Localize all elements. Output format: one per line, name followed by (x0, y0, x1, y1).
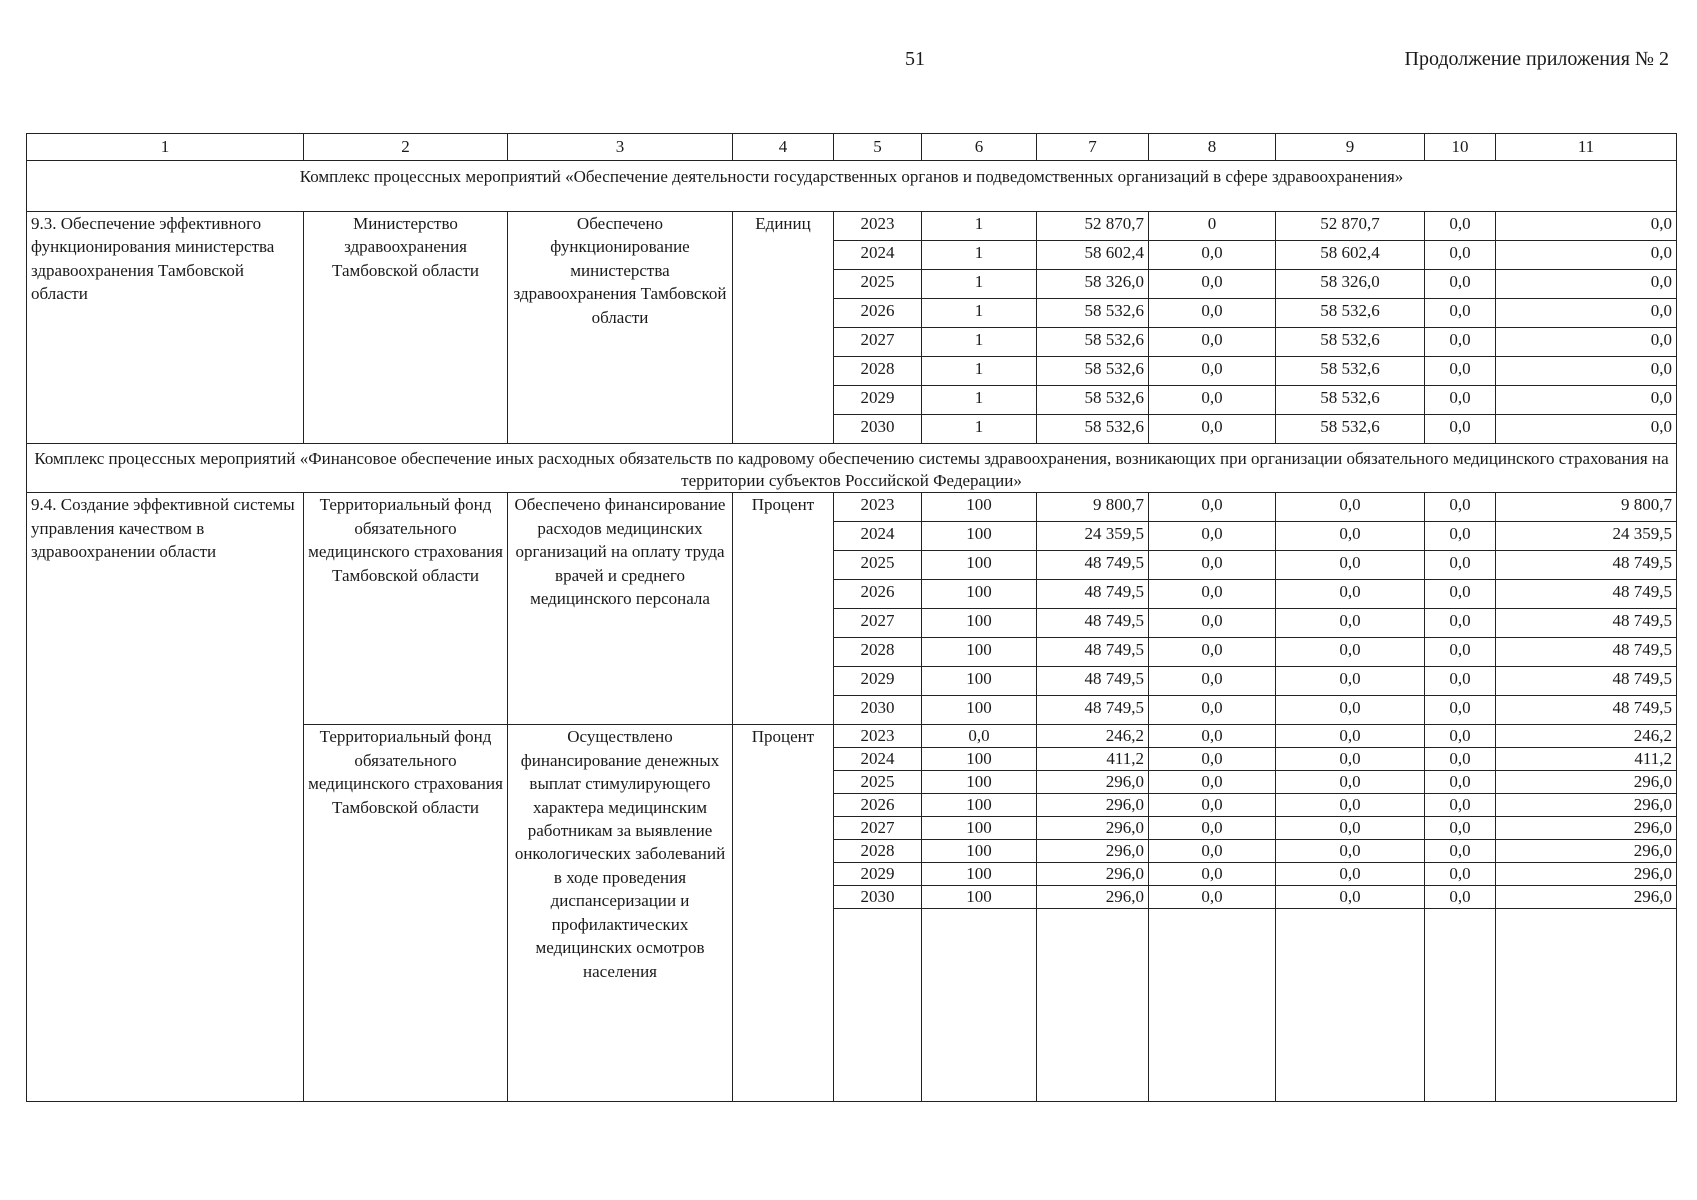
total-amount-cell: 296,0 (1037, 794, 1149, 817)
regional-budget-cell: 0,0 (1276, 493, 1425, 522)
year-cell: 2025 (834, 551, 922, 580)
extrabudget-cell: 48 749,5 (1496, 638, 1677, 667)
total-amount-cell: 48 749,5 (1037, 580, 1149, 609)
table-row (27, 493, 1677, 522)
empty-cell (1276, 909, 1425, 1102)
year-cell: 2024 (834, 522, 922, 551)
year-cell: 2027 (834, 609, 922, 638)
column-number: 11 (1496, 134, 1677, 161)
extrabudget-cell: 48 749,5 (1496, 580, 1677, 609)
year-cell: 2029 (834, 386, 922, 415)
regional-budget-cell: 0,0 (1276, 667, 1425, 696)
indicator-value-cell: 100 (922, 771, 1037, 794)
regional-budget-cell: 0,0 (1276, 771, 1425, 794)
indicator-value-cell: 1 (922, 299, 1037, 328)
federal-budget-cell: 0,0 (1149, 580, 1276, 609)
regional-budget-cell: 58 532,6 (1276, 357, 1425, 386)
federal-budget-cell: 0,0 (1149, 667, 1276, 696)
regional-budget-cell: 58 326,0 (1276, 270, 1425, 299)
local-budget-cell: 0,0 (1425, 748, 1496, 771)
regional-budget-cell: 0,0 (1276, 725, 1425, 748)
regional-budget-cell: 0,0 (1276, 817, 1425, 840)
indicator-value-cell: 100 (922, 748, 1037, 771)
year-cell: 2030 (834, 696, 922, 725)
regional-budget-cell: 58 532,6 (1276, 328, 1425, 357)
extrabudget-cell: 48 749,5 (1496, 696, 1677, 725)
total-amount-cell: 48 749,5 (1037, 667, 1149, 696)
column-numbers-row (27, 134, 1677, 161)
indicator-value-cell: 100 (922, 863, 1037, 886)
indicator-value-cell: 100 (922, 609, 1037, 638)
total-amount-cell: 58 602,4 (1037, 241, 1149, 270)
regional-budget-cell: 0,0 (1276, 886, 1425, 909)
extrabudget-cell: 0,0 (1496, 212, 1677, 241)
indicator-value-cell: 100 (922, 886, 1037, 909)
total-amount-cell: 58 326,0 (1037, 270, 1149, 299)
local-budget-cell: 0,0 (1425, 551, 1496, 580)
total-amount-cell: 48 749,5 (1037, 609, 1149, 638)
indicator-value-cell: 100 (922, 794, 1037, 817)
indicator-value-cell: 100 (922, 522, 1037, 551)
total-amount-cell: 24 359,5 (1037, 522, 1149, 551)
federal-budget-cell: 0,0 (1149, 415, 1276, 444)
local-budget-cell: 0,0 (1425, 357, 1496, 386)
federal-budget-cell: 0,0 (1149, 696, 1276, 725)
regional-budget-cell: 58 532,6 (1276, 415, 1425, 444)
executor-cell: Министерство здравоохранения Тамбовской области (304, 212, 508, 444)
extrabudget-cell: 0,0 (1496, 357, 1677, 386)
federal-budget-cell: 0,0 (1149, 725, 1276, 748)
federal-budget-cell: 0,0 (1149, 840, 1276, 863)
indicator-value-cell: 1 (922, 328, 1037, 357)
result-cell: Осуществлено финансирование денежных выплат стимулирующего характера медицинским работникам за выявление онкологических заболеваний в ходе проведения диспансеризации и профилактических медицинских осмотров населения (508, 725, 733, 1102)
executor-cell: Территориальный фонд обязательного медицинского страхования Тамбовской области (304, 493, 508, 725)
empty-cell (1425, 909, 1496, 1102)
regional-budget-cell: 0,0 (1276, 638, 1425, 667)
regional-budget-cell: 0,0 (1276, 609, 1425, 638)
year-cell: 2027 (834, 328, 922, 357)
indicator-value-cell: 1 (922, 270, 1037, 299)
empty-cell (922, 909, 1037, 1102)
local-budget-cell: 0,0 (1425, 696, 1496, 725)
federal-budget-cell: 0,0 (1149, 522, 1276, 551)
federal-budget-cell: 0,0 (1149, 886, 1276, 909)
total-amount-cell: 296,0 (1037, 886, 1149, 909)
local-budget-cell: 0,0 (1425, 415, 1496, 444)
federal-budget-cell: 0,0 (1149, 794, 1276, 817)
total-amount-cell: 58 532,6 (1037, 415, 1149, 444)
column-number: 9 (1276, 134, 1425, 161)
extrabudget-cell: 296,0 (1496, 794, 1677, 817)
indicator-value-cell: 100 (922, 667, 1037, 696)
extrabudget-cell: 0,0 (1496, 415, 1677, 444)
unit-cell: Процент (733, 493, 834, 725)
column-number: 1 (27, 134, 304, 161)
federal-budget-cell: 0,0 (1149, 493, 1276, 522)
extrabudget-cell: 0,0 (1496, 270, 1677, 299)
measure-name-cell: 9.3. Обеспечение эффективного функционирования министерства здравоохранения Тамбовской области (27, 212, 304, 444)
column-number: 6 (922, 134, 1037, 161)
extrabudget-cell: 411,2 (1496, 748, 1677, 771)
indicator-value-cell: 100 (922, 817, 1037, 840)
local-budget-cell: 0,0 (1425, 771, 1496, 794)
indicator-value-cell: 1 (922, 386, 1037, 415)
year-cell: 2023 (834, 725, 922, 748)
regional-budget-cell: 0,0 (1276, 551, 1425, 580)
extrabudget-cell: 48 749,5 (1496, 609, 1677, 638)
extrabudget-cell: 0,0 (1496, 328, 1677, 357)
local-budget-cell: 0,0 (1425, 270, 1496, 299)
year-cell: 2023 (834, 493, 922, 522)
column-number: 3 (508, 134, 733, 161)
total-amount-cell: 58 532,6 (1037, 299, 1149, 328)
extrabudget-cell: 9 800,7 (1496, 493, 1677, 522)
year-cell: 2024 (834, 241, 922, 270)
regional-budget-cell: 58 532,6 (1276, 299, 1425, 328)
total-amount-cell: 411,2 (1037, 748, 1149, 771)
year-cell: 2029 (834, 863, 922, 886)
local-budget-cell: 0,0 (1425, 580, 1496, 609)
table-row (27, 212, 1677, 241)
regional-budget-cell: 0,0 (1276, 748, 1425, 771)
federal-budget-cell: 0,0 (1149, 817, 1276, 840)
federal-budget-cell: 0,0 (1149, 328, 1276, 357)
regional-budget-cell: 0,0 (1276, 696, 1425, 725)
empty-cell (1149, 909, 1276, 1102)
total-amount-cell: 48 749,5 (1037, 551, 1149, 580)
total-amount-cell: 52 870,7 (1037, 212, 1149, 241)
indicator-value-cell: 100 (922, 580, 1037, 609)
local-budget-cell: 0,0 (1425, 667, 1496, 696)
local-budget-cell: 0,0 (1425, 386, 1496, 415)
indicator-value-cell: 0,0 (922, 725, 1037, 748)
indicator-value-cell: 100 (922, 493, 1037, 522)
indicator-value-cell: 1 (922, 415, 1037, 444)
year-cell: 2030 (834, 886, 922, 909)
total-amount-cell: 296,0 (1037, 817, 1149, 840)
extrabudget-cell: 48 749,5 (1496, 551, 1677, 580)
federal-budget-cell: 0,0 (1149, 551, 1276, 580)
year-cell: 2028 (834, 357, 922, 386)
empty-cell (1496, 909, 1677, 1102)
extrabudget-cell: 296,0 (1496, 863, 1677, 886)
regional-budget-cell: 52 870,7 (1276, 212, 1425, 241)
empty-cell (1037, 909, 1149, 1102)
section-title: Комплекс процессных мероприятий «Обеспечение деятельности государственных органов и подведомственных организаций в сфере здравоохранения» (27, 161, 1677, 212)
total-amount-cell: 296,0 (1037, 863, 1149, 886)
program-table (26, 133, 1677, 1102)
total-amount-cell: 246,2 (1037, 725, 1149, 748)
total-amount-cell: 296,0 (1037, 840, 1149, 863)
total-amount-cell: 296,0 (1037, 771, 1149, 794)
column-number: 4 (733, 134, 834, 161)
federal-budget-cell: 0,0 (1149, 241, 1276, 270)
extrabudget-cell: 246,2 (1496, 725, 1677, 748)
federal-budget-cell: 0,0 (1149, 771, 1276, 794)
federal-budget-cell: 0,0 (1149, 357, 1276, 386)
year-cell: 2026 (834, 580, 922, 609)
unit-cell: Единиц (733, 212, 834, 444)
section-title: Комплекс процессных мероприятий «Финансовое обеспечение иных расходных обязательств по кадровому обеспечению системы здравоохранения, возникающих при организации обязательного медицинского страхования на территории субъектов Российской Федерации» (27, 444, 1677, 493)
total-amount-cell: 48 749,5 (1037, 638, 1149, 667)
unit-cell: Процент (733, 725, 834, 1102)
extrabudget-cell: 296,0 (1496, 886, 1677, 909)
extrabudget-cell: 48 749,5 (1496, 667, 1677, 696)
extrabudget-cell: 296,0 (1496, 817, 1677, 840)
year-cell: 2024 (834, 748, 922, 771)
section-row (27, 444, 1677, 493)
column-number: 2 (304, 134, 508, 161)
section-row (27, 161, 1677, 212)
page-number: 51 (905, 48, 925, 70)
year-cell: 2030 (834, 415, 922, 444)
federal-budget-cell: 0,0 (1149, 270, 1276, 299)
regional-budget-cell: 0,0 (1276, 522, 1425, 551)
total-amount-cell: 58 532,6 (1037, 328, 1149, 357)
local-budget-cell: 0,0 (1425, 493, 1496, 522)
year-cell: 2026 (834, 794, 922, 817)
federal-budget-cell: 0,0 (1149, 386, 1276, 415)
empty-cell (834, 909, 922, 1102)
extrabudget-cell: 0,0 (1496, 241, 1677, 270)
regional-budget-cell: 0,0 (1276, 863, 1425, 886)
local-budget-cell: 0,0 (1425, 609, 1496, 638)
year-cell: 2026 (834, 299, 922, 328)
indicator-value-cell: 100 (922, 551, 1037, 580)
indicator-value-cell: 100 (922, 840, 1037, 863)
total-amount-cell: 58 532,6 (1037, 357, 1149, 386)
result-cell: Обеспечено функционирование министерства здравоохранения Тамбовской области (508, 212, 733, 444)
regional-budget-cell: 0,0 (1276, 580, 1425, 609)
federal-budget-cell: 0,0 (1149, 748, 1276, 771)
federal-budget-cell: 0,0 (1149, 638, 1276, 667)
year-cell: 2025 (834, 270, 922, 299)
federal-budget-cell: 0 (1149, 212, 1276, 241)
local-budget-cell: 0,0 (1425, 886, 1496, 909)
local-budget-cell: 0,0 (1425, 638, 1496, 667)
local-budget-cell: 0,0 (1425, 863, 1496, 886)
total-amount-cell: 48 749,5 (1037, 696, 1149, 725)
year-cell: 2023 (834, 212, 922, 241)
appendix-title: Продолжение приложения № 2 (1404, 48, 1669, 70)
regional-budget-cell: 58 532,6 (1276, 386, 1425, 415)
executor-cell: Территориальный фонд обязательного медицинского страхования Тамбовской области (304, 725, 508, 1102)
federal-budget-cell: 0,0 (1149, 863, 1276, 886)
year-cell: 2028 (834, 638, 922, 667)
total-amount-cell: 58 532,6 (1037, 386, 1149, 415)
local-budget-cell: 0,0 (1425, 522, 1496, 551)
regional-budget-cell: 0,0 (1276, 840, 1425, 863)
local-budget-cell: 0,0 (1425, 725, 1496, 748)
column-number: 5 (834, 134, 922, 161)
local-budget-cell: 0,0 (1425, 241, 1496, 270)
extrabudget-cell: 296,0 (1496, 771, 1677, 794)
indicator-value-cell: 1 (922, 241, 1037, 270)
year-cell: 2029 (834, 667, 922, 696)
measure-name-cell: 9.4. Создание эффективной системы управления качеством в здравоохранении области (27, 493, 304, 1102)
local-budget-cell: 0,0 (1425, 299, 1496, 328)
local-budget-cell: 0,0 (1425, 840, 1496, 863)
column-number: 8 (1149, 134, 1276, 161)
year-cell: 2027 (834, 817, 922, 840)
indicator-value-cell: 1 (922, 212, 1037, 241)
extrabudget-cell: 24 359,5 (1496, 522, 1677, 551)
year-cell: 2025 (834, 771, 922, 794)
total-amount-cell: 9 800,7 (1037, 493, 1149, 522)
extrabudget-cell: 296,0 (1496, 840, 1677, 863)
extrabudget-cell: 0,0 (1496, 299, 1677, 328)
regional-budget-cell: 0,0 (1276, 794, 1425, 817)
local-budget-cell: 0,0 (1425, 328, 1496, 357)
column-number: 7 (1037, 134, 1149, 161)
extrabudget-cell: 0,0 (1496, 386, 1677, 415)
local-budget-cell: 0,0 (1425, 212, 1496, 241)
federal-budget-cell: 0,0 (1149, 609, 1276, 638)
indicator-value-cell: 100 (922, 638, 1037, 667)
indicator-value-cell: 100 (922, 696, 1037, 725)
indicator-value-cell: 1 (922, 357, 1037, 386)
regional-budget-cell: 58 602,4 (1276, 241, 1425, 270)
column-number: 10 (1425, 134, 1496, 161)
local-budget-cell: 0,0 (1425, 794, 1496, 817)
result-cell: Обеспечено финансирование расходов медицинских организаций на оплату труда врачей и среднего медицинского персонала (508, 493, 733, 725)
year-cell: 2028 (834, 840, 922, 863)
federal-budget-cell: 0,0 (1149, 299, 1276, 328)
local-budget-cell: 0,0 (1425, 817, 1496, 840)
